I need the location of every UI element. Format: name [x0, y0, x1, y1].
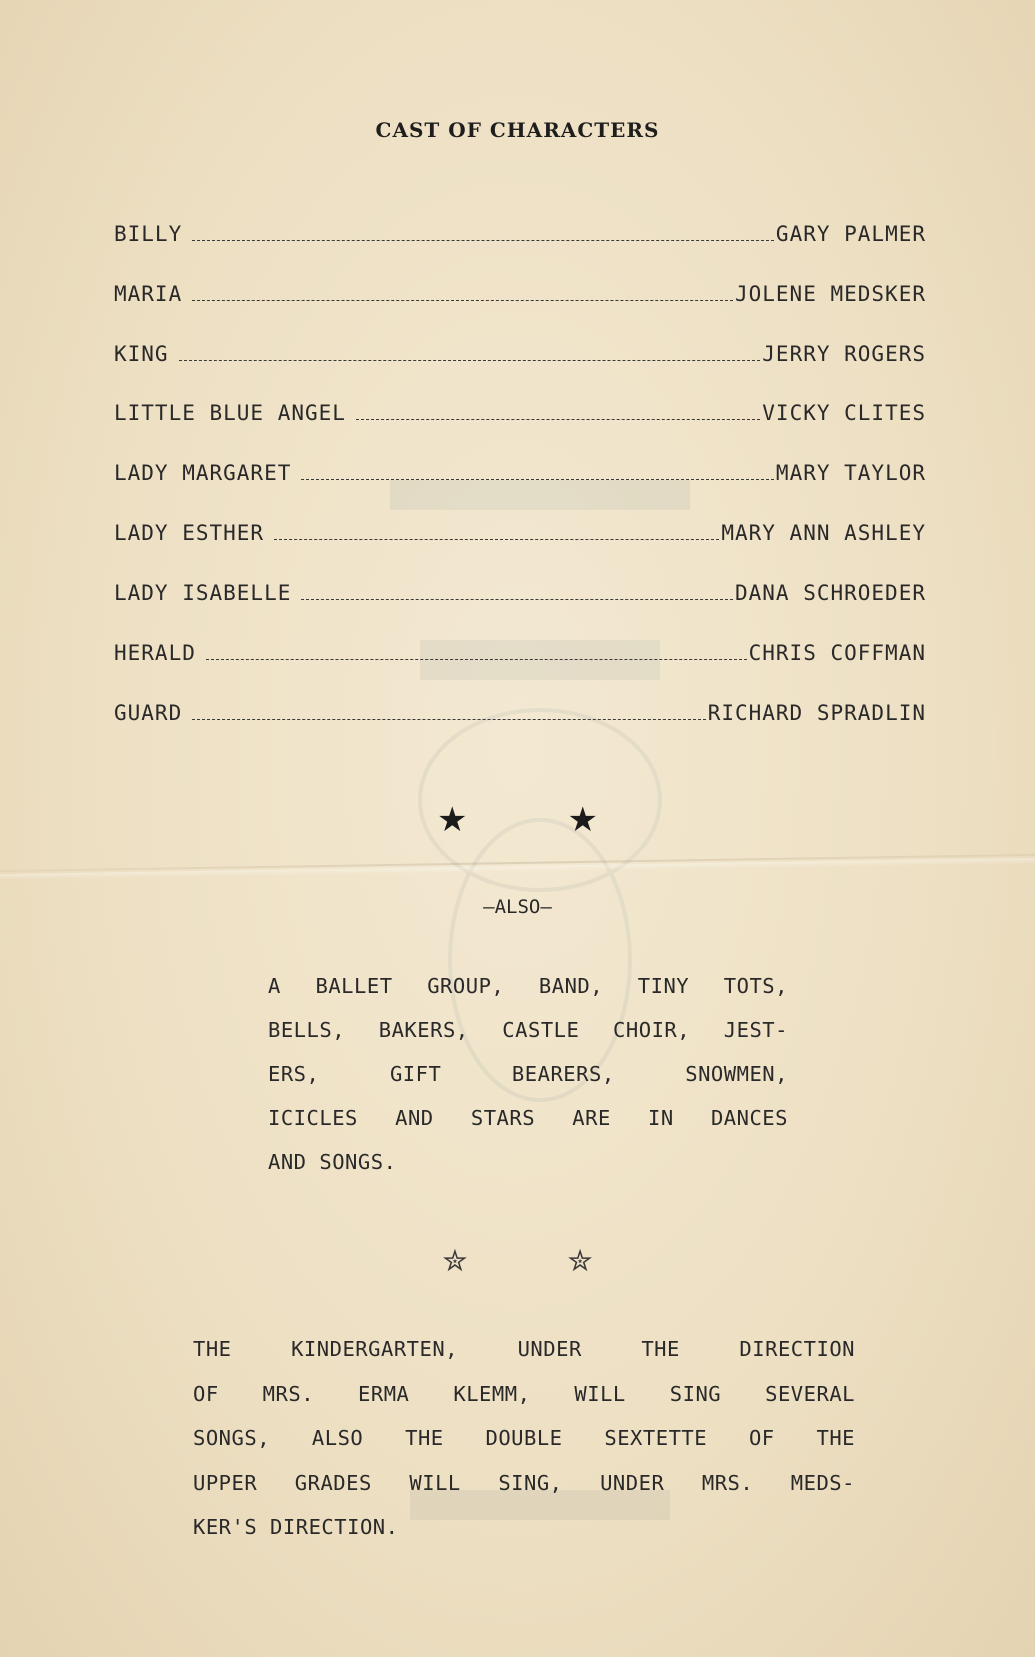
cast-row: [114, 401, 926, 431]
dotted-leader: [356, 419, 760, 420]
role-name: KING: [114, 342, 169, 366]
paragraph-line: UPPER GRADES WILL SING, UNDER MRS. MEDS-: [193, 1470, 855, 1495]
paragraph-line: OF MRS. ERMA KLEMM, WILL SING SEVERAL: [193, 1381, 855, 1406]
paragraph-line: THE KINDERGARTEN, UNDER THE DIRECTION: [193, 1337, 855, 1361]
star-outline-icon: ✮: [442, 1244, 468, 1279]
actor-name: MARY ANN ASHLEY: [721, 521, 926, 545]
dotted-leader: [192, 240, 774, 241]
role-name: LADY ESTHER: [114, 521, 265, 545]
cast-row: [114, 641, 926, 671]
cast-row: [114, 282, 926, 312]
role-name: LITTLE BLUE ANGEL: [114, 401, 346, 425]
paragraph-line: ICICLES AND STARS ARE IN DANCES: [268, 1106, 788, 1130]
role-name: GUARD: [114, 701, 183, 725]
dotted-leader: [301, 599, 733, 600]
actor-name: VICKY CLITES: [762, 401, 926, 425]
cast-row: [114, 521, 926, 551]
actor-name: GARY PALMER: [775, 222, 926, 246]
paragraph-line: BELLS, BAKERS, CASTLE CHOIR, JEST-: [268, 1018, 788, 1042]
paragraph-line: A BALLET GROUP, BAND, TINY TOTS,: [268, 974, 788, 998]
paragraph-line: SONGS, ALSO THE DOUBLE SEXTETTE OF THE: [193, 1426, 855, 1450]
role-name: HERALD: [114, 641, 196, 665]
cast-row: [114, 461, 926, 491]
role-name: MARIA: [114, 282, 183, 306]
cast-row: [114, 222, 926, 252]
kindergarten-paragraph: [193, 1327, 855, 1550]
star-divider-solid: [0, 800, 1035, 840]
dotted-leader: [179, 360, 761, 361]
paragraph-line: AND SONGS.: [268, 1150, 397, 1174]
dotted-leader: [206, 659, 747, 660]
also-heading: —ALSO—: [483, 896, 552, 918]
actor-name: DANA SCHROEDER: [734, 581, 926, 605]
also-paragraph: [268, 964, 788, 1184]
star-icon: ★: [437, 800, 468, 840]
role-name: LADY ISABELLE: [114, 581, 292, 605]
cast-heading: CAST OF CHARACTERS: [375, 118, 660, 142]
dotted-leader: [274, 539, 719, 540]
cast-row: [114, 701, 926, 731]
actor-name: JERRY ROGERS: [762, 342, 926, 366]
dotted-leader: [192, 719, 705, 720]
dotted-leader: [192, 300, 733, 301]
star-outline-icon: ✮: [567, 1244, 593, 1279]
star-divider-outline: [0, 1240, 1035, 1280]
star-icon: ★: [567, 800, 598, 840]
actor-name: RICHARD SPRADLIN: [707, 701, 926, 725]
dotted-leader: [301, 479, 774, 480]
cast-row: [114, 342, 926, 372]
role-name: LADY MARGARET: [114, 461, 292, 485]
actor-name: JOLENE MEDSKER: [734, 282, 926, 306]
actor-name: MARY TAYLOR: [775, 461, 926, 485]
actor-name: CHRIS COFFMAN: [748, 641, 926, 665]
role-name: BILLY: [114, 222, 183, 246]
paragraph-line: ERS, GIFT BEARERS, SNOWMEN,: [268, 1062, 788, 1086]
paragraph-line: KER'S DIRECTION.: [193, 1515, 399, 1539]
cast-row: [114, 581, 926, 611]
